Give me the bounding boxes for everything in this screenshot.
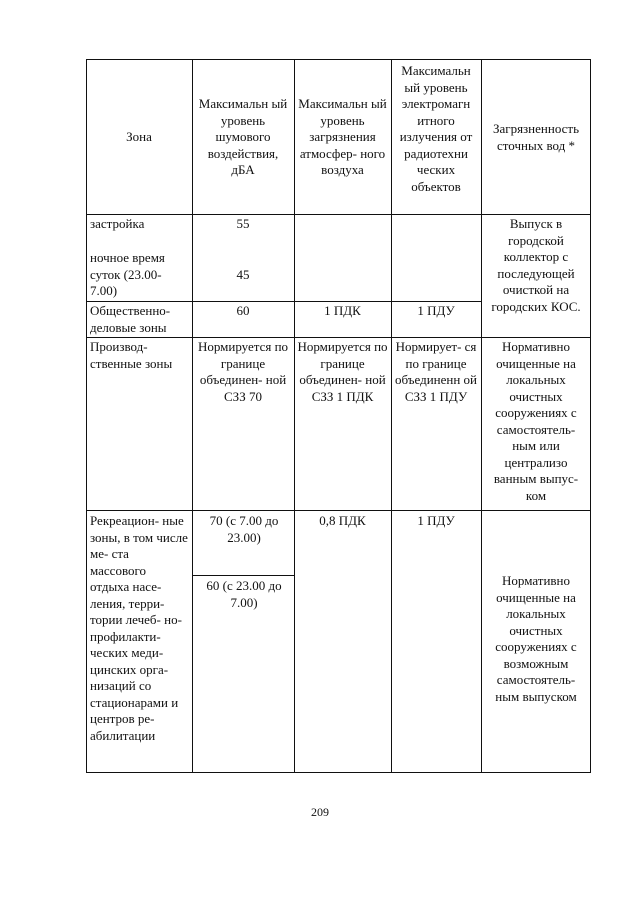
public-air: 1 ПДК: [324, 303, 361, 318]
residential-noise-day: 55: [236, 216, 250, 231]
recreational-noise-night: 60 (с 23.00 до 7.00): [206, 578, 282, 610]
header-zone: Зона: [126, 129, 152, 144]
recreational-emr: 1 ПДУ: [417, 513, 455, 528]
regulation-table: [86, 59, 591, 773]
row-divider-industrial: [86, 510, 591, 511]
row-divider-residential: [86, 301, 481, 302]
industrial-water: Нормативно очищенные на локальных очистных сооружениях с самостоятель- ным или централизо ванным выпус- ком: [493, 339, 579, 503]
industrial-noise: Нормируется по границе объединен- ной СЗЗ 70: [197, 339, 289, 404]
table-border-left: [86, 59, 87, 773]
header-water: Загрязненность сточных вод *: [492, 121, 580, 153]
industrial-air: Нормируется по границе объединен- ной СЗЗ 1 ПДК: [297, 339, 388, 404]
recreational-noise-day: 70 (с 7.00 до 23.00): [209, 513, 279, 545]
industrial-emr: Нормирует- ся по границе объединенн ой СЗЗ 1 ПДУ: [394, 339, 478, 404]
recreational-air: 0,8 ПДК: [319, 513, 366, 528]
table-border-right: [590, 59, 591, 773]
header-air: Максимальн ый уровень загрязнения атмосфер- ного воздуха: [298, 96, 387, 177]
header-divider: [86, 214, 591, 215]
page-number: 209: [311, 805, 329, 819]
residential-water: Выпуск в городской коллектор с последующей очисткой на городских КОС.: [491, 216, 581, 314]
table-border-top: [86, 59, 591, 60]
row-divider-public: [86, 337, 591, 338]
public-zone: Общественно- деловые зоны: [90, 303, 171, 335]
residential-zone-day: застройка: [90, 216, 145, 231]
recreational-water: Нормативно очищенные на локальных очистных сооружениях с возможным самостоятель- ным выпуском: [495, 573, 577, 704]
industrial-zone: Производ- ственные зоны: [90, 339, 173, 371]
col-divider-4: [481, 59, 482, 773]
public-noise: 60: [236, 303, 250, 318]
header-emr: Максимальн ый уровень электромагн итного излучения от радиотехни ческих объектов: [399, 63, 473, 194]
col-divider-2: [294, 59, 295, 773]
col-divider-3: [391, 59, 392, 773]
noise-subdivider: [192, 575, 294, 576]
public-emr: 1 ПДУ: [417, 303, 455, 318]
recreational-zone: Рекреацион- ные зоны, в том числе ме- ста массового отдыха насе- ления, терри- тории лечеб- но- профилакти- ческих меди- цинских орга- низаций со стационарами и центров ре- абилитации: [90, 513, 188, 743]
col-divider-1: [192, 59, 193, 773]
residential-noise-night: 45: [236, 267, 250, 282]
residential-zone-night: ночное время суток (23.00- 7.00): [90, 250, 165, 298]
table-border-bottom: [86, 772, 591, 773]
header-noise: Максимальн ый уровень шумового воздействия, дБА: [198, 96, 288, 177]
